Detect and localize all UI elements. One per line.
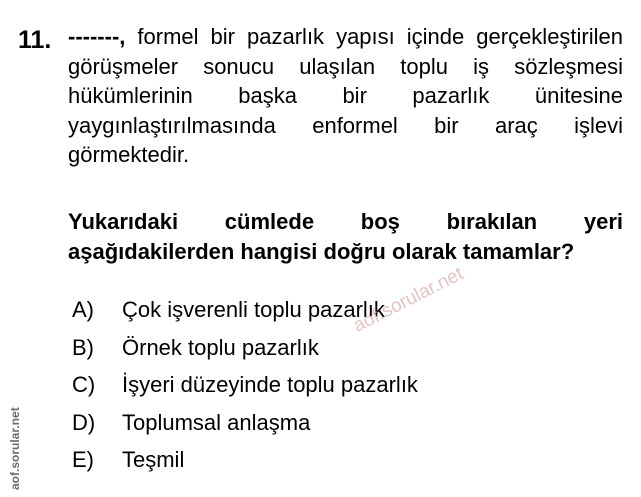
option-e[interactable] [72,447,418,485]
option-c[interactable] [72,372,418,410]
watermark-diagonal: aof.sorular.net [350,263,467,337]
option-letter: C) [72,372,96,397]
option-text: Örnek toplu pazarlık [122,334,319,360]
option-d[interactable] [72,410,418,448]
question-blank: -------, [68,24,126,49]
option-letter: D) [72,409,96,435]
option-letter: E) [72,447,94,472]
question-stem [68,22,623,170]
question-stem-text: formel bir pazarlık yapısı içinde gerçekleştirilen görüşmeler sonucu ulaşılan toplu iş sözleşmesi hükümlerinin başka bir pazarlık ünitesine yaygınlaştırılmasında enformel bir araç işlevi görmektedir. [68,24,623,167]
option-text: Teşmil [122,447,185,472]
option-text: Çok işverenli toplu pazarlık [122,297,385,322]
option-text: Toplumsal anlaşma [122,409,311,435]
option-letter: B) [72,334,94,360]
question-prompt: Yukarıdaki cümlede boş bırakılan yeri aşağıdakilerden hangisi doğru olarak tamamlar? [68,209,623,264]
option-letter: A) [72,297,94,322]
option-text: İşyeri düzeyinde toplu pazarlık [122,372,418,397]
option-b[interactable] [72,335,418,373]
question-number: 11. [18,26,52,54]
watermark-side: aof.sorular.net [8,407,22,490]
